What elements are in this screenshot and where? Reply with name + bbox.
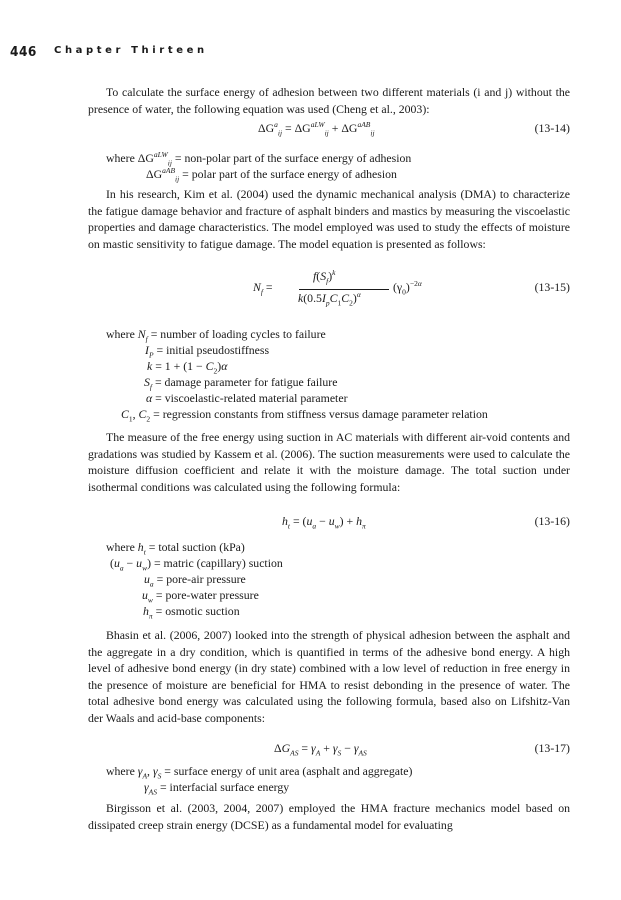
definition-ua: $u_a$ = pore-air pressure bbox=[144, 572, 246, 589]
equation-13-15: $N_f$ = $f(S_f)^k$ $k(0.5I_pC_1C_2)^\alpha$ $(\gamma_0)^{-2\alpha}$ (13-15) bbox=[253, 268, 570, 308]
equation-number: (13-14) bbox=[534, 121, 570, 135]
definition-k: $k = 1 + (1 - C_2)\alpha$ bbox=[147, 359, 228, 376]
equation-13-17 bbox=[88, 741, 570, 759]
equation-expression: $\Delta G_{AS} = \gamma_A + \gamma_S - \gamma_{AS}$ bbox=[274, 741, 367, 758]
definition-matric: $(u_a - u_w)$ = matric (capillary) suction bbox=[110, 556, 283, 573]
definition-gammaA-gammaS: where $\gamma_A$, $\gamma_S$ = surface energy of unit area (asphalt and aggregate) bbox=[106, 764, 413, 781]
paragraph-birgisson-dcse: Birgisson et al. (2003, 2004, 2007) employed the HMA fracture mechanics model based on dissipated creep strain energy (DCSE) as a fundamental model for evaluating bbox=[88, 801, 570, 832]
definition-nonpolar: where $\Delta G^{aLW}_{ij}$ = non-polar part of the surface energy of adhesion bbox=[106, 150, 412, 168]
definition-ht: where $h_t$ = total suction (kPa) bbox=[106, 540, 245, 557]
paragraph-bhasin-adhesion: Bhasin et al. (2006, 2007) looked into the strength of physical adhesion between the asphalt and the aggregate in a dry condition, which is quantified in terms of the adhesive bond energy. A high level of adhesive bond energy (in dry state) combined with a low level of reduction in free energy in the presence of moisture are beneficial for HMA to resist debonding in the presence of water. The total adhesive bond energy was calculated using the following formula, based also on Lifshitz-Van der Waals and acid-base components: bbox=[88, 628, 570, 725]
equation-expression: $h_t = (u_a - u_w) + h_\pi$ bbox=[282, 514, 366, 531]
definition-gammaAS: $\gamma_{AS}$ = interfacial surface energy bbox=[144, 780, 290, 797]
paragraph-kim-dma: In his research, Kim et al. (2004) used the dynamic mechanical analysis (DMA) to characterize the fatigue damage behavior and fracture of asphalt binders and mastics by measuring the viscoelastic properties and damage characteristics. The model employed was used to study the effects of moisture on mastic sensitivity to fatigue damage. The model equation is presented as follows: bbox=[88, 187, 570, 251]
page-number: 446 bbox=[10, 44, 37, 60]
definition-polar: $\Delta G^{aAB}_{ij}$ = polar part of the surface energy of adhesion bbox=[146, 166, 397, 184]
equation-13-14 bbox=[88, 121, 570, 139]
equation-13-16 bbox=[88, 514, 570, 532]
paragraph-intro-adhesion: To calculate the surface energy of adhesion between two different materials (i and j) without the presence of water, the following equation was used (Cheng et al., 2003): bbox=[88, 85, 570, 116]
definition-Sf: $S_f$ = damage parameter for fatigue failure bbox=[144, 375, 338, 392]
definition-Nf: where $N_f$ = number of loading cycles to failure bbox=[106, 327, 326, 344]
chapter-title: Chapter Thirteen bbox=[54, 45, 208, 56]
running-header bbox=[10, 44, 310, 62]
equation-expression: $\Delta G^a_{ij} = \Delta G^{aLW}_{ij} + \Delta G^{aAB}_{ij}$ bbox=[258, 120, 375, 138]
definition-hpi: $h_\pi$ = osmotic suction bbox=[143, 604, 240, 621]
equation-number: (13-16) bbox=[534, 514, 570, 528]
definition-C1-C2: $C_1$, $C_2$ = regression constants from stiffness versus damage parameter relation bbox=[121, 407, 488, 424]
paragraph-kassem-suction: The measure of the free energy using suction in AC materials with different air-void contents and gradations was studied by Kassem et al. (2006). The suction measurements were used to calculate the moisture diffusion coefficient and relate it with the moisture damage. The total suction under isothermal conditions was calculated using the following formula: bbox=[88, 430, 570, 494]
definition-Ip: $I_P$ = initial pseudostiffness bbox=[145, 343, 270, 360]
definition-alpha: α = viscoelastic-related material parameter bbox=[146, 391, 348, 405]
definition-uw: $u_w$ = pore-water pressure bbox=[142, 588, 259, 605]
equation-number: (13-15) bbox=[534, 280, 570, 294]
equation-number: (13-17) bbox=[534, 741, 570, 755]
